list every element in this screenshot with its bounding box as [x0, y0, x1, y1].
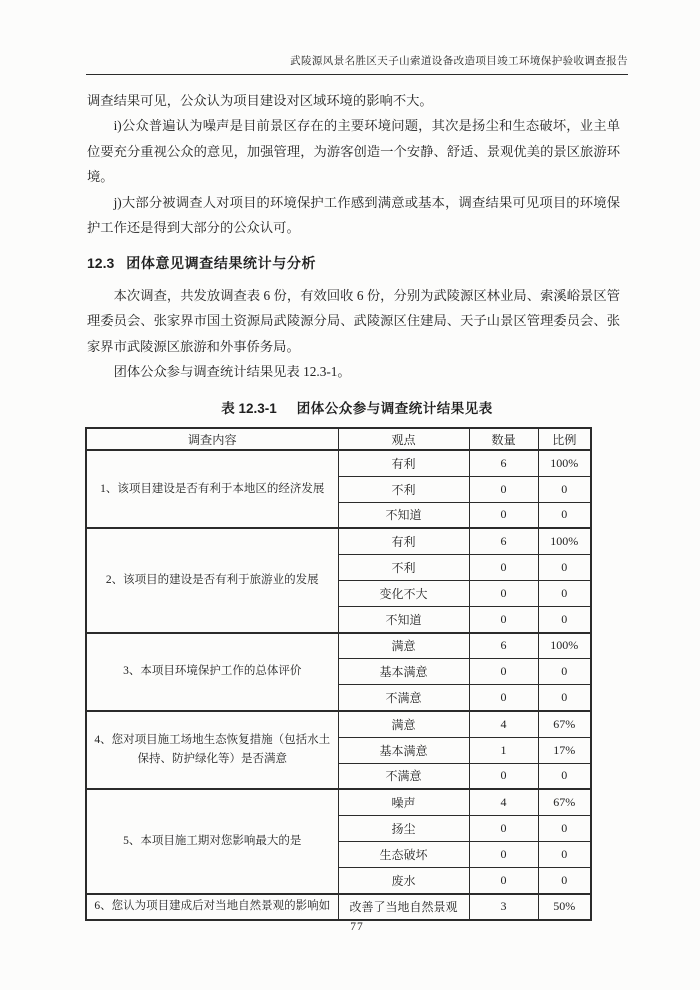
table-row [86, 528, 591, 554]
count-cell: 6 [469, 450, 538, 476]
opinion-cell: 扬尘 [338, 816, 469, 842]
column-header-count: 数量 [469, 428, 538, 450]
count-cell: 0 [469, 841, 538, 867]
count-cell: 0 [469, 816, 538, 842]
opinion-cell: 噪声 [338, 789, 469, 815]
opinion-cell: 有利 [338, 528, 469, 554]
pct-cell: 0 [538, 763, 591, 789]
pct-cell: 100% [538, 450, 591, 476]
survey-results-table [85, 427, 592, 921]
count-cell: 0 [469, 606, 538, 632]
opinion-cell: 不利 [338, 555, 469, 581]
opinion-cell: 不利 [338, 476, 469, 502]
paragraph: 本次调查，共发放调查表 6 份，有效回收 6 份，分别为武陵源区林业局、索溪峪景区管理委员会、张家界市国土资源局武陵源分局、武陵源区住建局、天子山景区管理委员会、张家界市武陵源区旅游和外事侨务局。 [87, 288, 620, 354]
pct-cell: 0 [538, 555, 591, 581]
section-heading [87, 253, 316, 273]
pct-cell: 100% [538, 528, 591, 554]
opinion-cell: 有利 [338, 450, 469, 476]
count-cell: 0 [469, 763, 538, 789]
column-header-question: 调查内容 [86, 428, 338, 450]
page-number: 77 [350, 921, 364, 933]
opinion-cell: 生态破坏 [338, 841, 469, 867]
question-cell: 2、该项目的建设是否有利于旅游业的发展 [86, 528, 338, 632]
table-caption-title: 团体公众参与调查统计结果见表 [296, 401, 493, 416]
question-cell: 5、本项目施工期对您影响最大的是 [86, 789, 338, 893]
count-cell: 1 [469, 737, 538, 763]
count-cell: 0 [469, 685, 538, 711]
table-row [86, 894, 591, 921]
pct-cell: 0 [538, 685, 591, 711]
count-cell: 0 [469, 502, 538, 528]
section-number: 12.3 [87, 255, 115, 271]
paragraph: i)公众普遍认为噪声是目前景区存在的主要环境问题，其次是扬尘和生态破坏，业主单位要充分重视公众的意见，加强管理，为游客创造一个安静、舒适、景观优美的景区旅游环境。 [87, 118, 620, 185]
question-cell: 1、该项目建设是否有利于本地区的经济发展 [86, 450, 338, 528]
question-cell: 6、您认为项目建成后对当地自然景观的影响如 [86, 894, 338, 921]
count-cell: 3 [469, 894, 538, 921]
pct-cell: 67% [538, 711, 591, 737]
opinion-cell: 满意 [338, 711, 469, 737]
count-cell: 4 [469, 789, 538, 815]
paragraph: 调查结果可见，公众认为项目建设对区域环境的影响不大。 [87, 93, 433, 108]
pct-cell: 0 [538, 476, 591, 502]
pct-cell: 0 [538, 502, 591, 528]
opinion-cell: 不知道 [338, 606, 469, 632]
question-cell: 3、本项目环境保护工作的总体评价 [86, 633, 338, 711]
pct-cell: 0 [538, 841, 591, 867]
body-text-block-2 [87, 283, 620, 385]
paragraph: 团体公众参与调查统计结果见表 12.3-1。 [113, 364, 351, 380]
table-row [86, 711, 591, 737]
count-cell: 0 [469, 659, 538, 685]
count-cell: 6 [469, 528, 538, 554]
pct-cell: 0 [538, 659, 591, 685]
section-title: 团体意见调查结果统计与分析 [126, 255, 317, 271]
count-cell: 0 [469, 867, 538, 893]
opinion-cell: 基本满意 [338, 737, 469, 763]
count-cell: 0 [469, 476, 538, 502]
opinion-cell: 变化不大 [338, 580, 469, 606]
opinion-cell: 不满意 [338, 763, 469, 789]
pct-cell: 50% [538, 894, 591, 921]
table-header-row [86, 428, 591, 450]
table-caption [86, 397, 628, 417]
question-cell: 4、您对项目施工场地生态恢复措施（包括水土保持、防护绿化等）是否满意 [86, 711, 338, 789]
pct-cell: 100% [538, 633, 591, 659]
opinion-cell: 不知道 [338, 502, 469, 528]
opinion-cell: 不满意 [338, 685, 469, 711]
opinion-cell: 改善了当地自然景观 [338, 894, 469, 921]
body-text-block-1 [87, 88, 620, 240]
count-cell: 4 [469, 711, 538, 737]
opinion-cell: 基本满意 [338, 659, 469, 685]
table-row [86, 450, 591, 476]
paragraph: j)大部分被调查人对项目的环境保护工作感到满意或基本，调查结果可见项目的环境保护工作还是得到大部分的公众认可。 [87, 194, 620, 236]
pct-cell: 0 [538, 816, 591, 842]
opinion-cell: 废水 [338, 867, 469, 893]
table-caption-label: 表 12.3-1 [221, 401, 277, 416]
pct-cell: 0 [538, 580, 591, 606]
count-cell: 0 [469, 580, 538, 606]
table-row [86, 633, 591, 659]
pct-cell: 67% [538, 789, 591, 815]
column-header-opinion: 观点 [338, 428, 469, 450]
count-cell: 6 [469, 633, 538, 659]
pct-cell: 17% [538, 737, 591, 763]
running-header: 武陵源风景名胜区天子山索道设备改造项目竣工环境保护验收调查报告 [86, 53, 628, 75]
table-row [86, 789, 591, 815]
column-header-pct: 比例 [538, 428, 591, 450]
count-cell: 0 [469, 555, 538, 581]
pct-cell: 0 [538, 867, 591, 893]
opinion-cell: 满意 [338, 633, 469, 659]
pct-cell: 0 [538, 606, 591, 632]
